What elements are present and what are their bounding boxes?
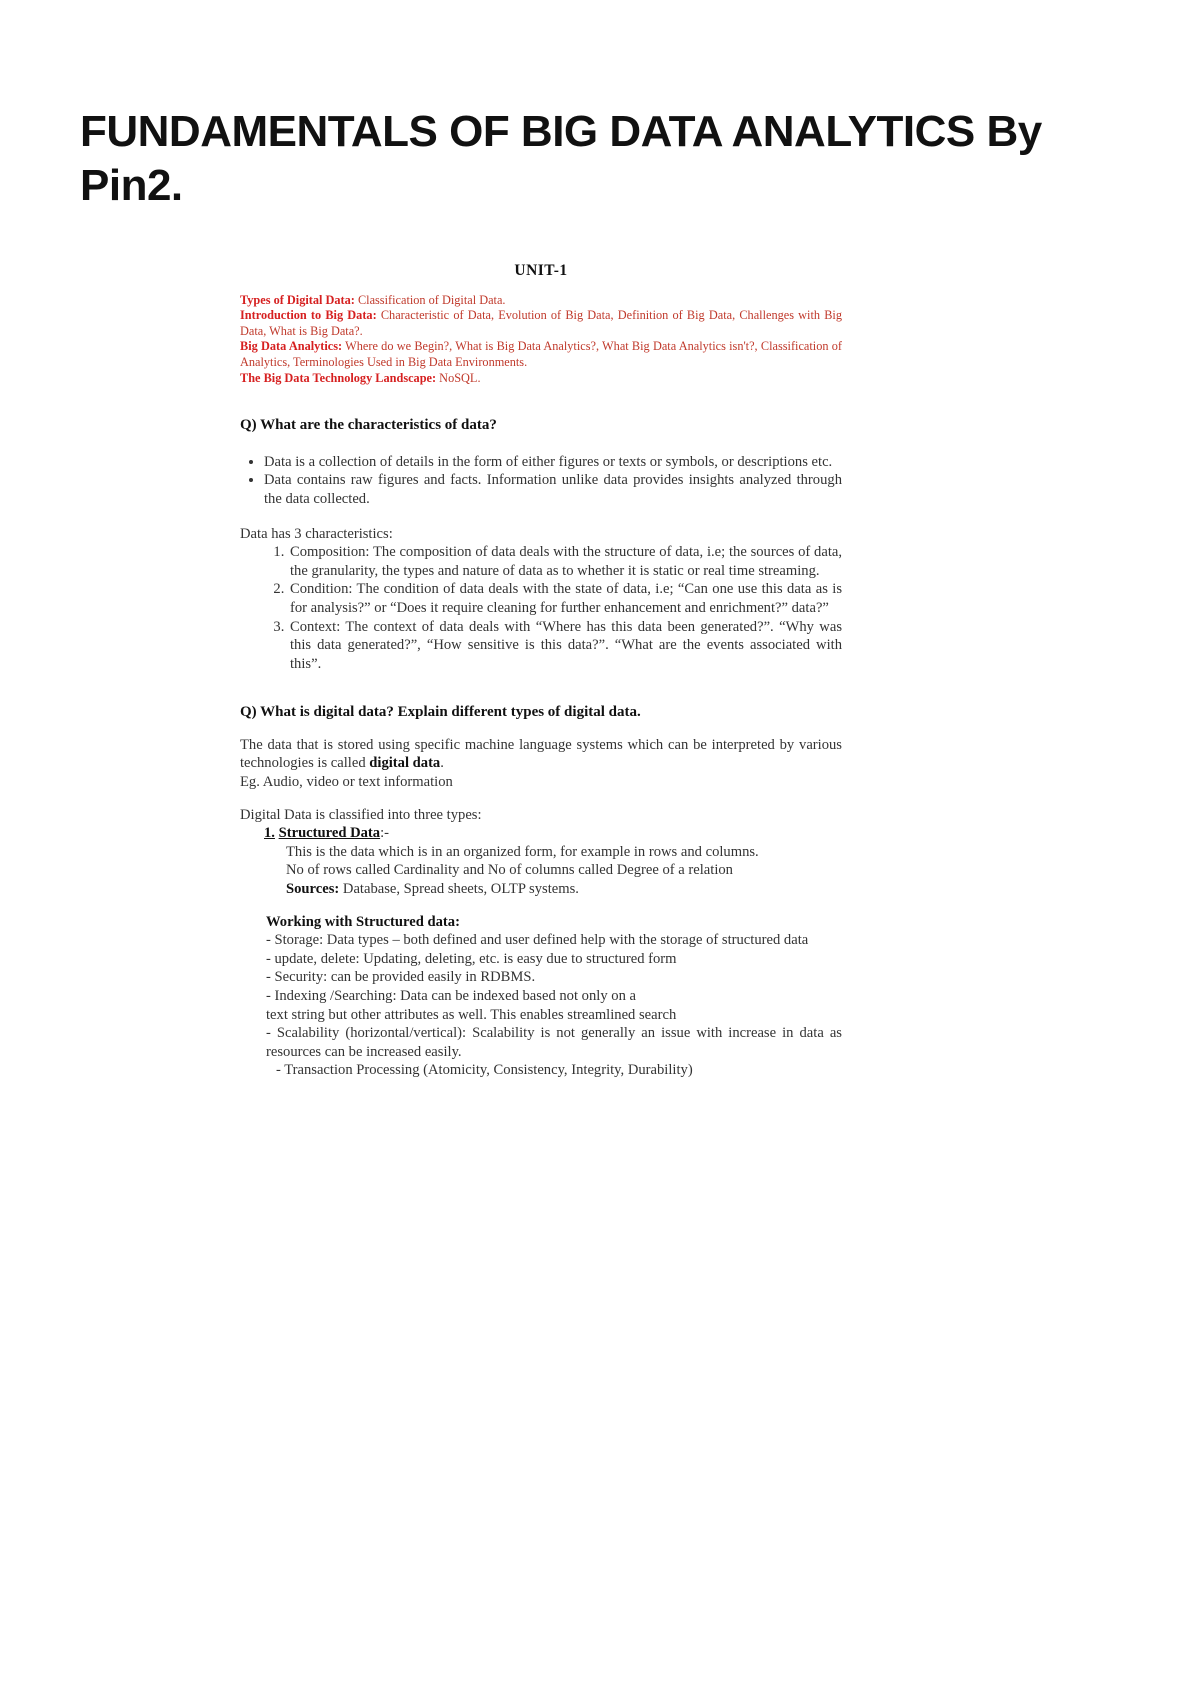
- syllabus-item: [240, 293, 842, 309]
- structured-name: Structured Data: [278, 825, 381, 842]
- structured-sources: [286, 880, 806, 899]
- unit-heading: UNIT-1: [514, 262, 568, 279]
- working-item: text string but other attributes as well. This enables streamlined search: [266, 1006, 677, 1023]
- syllabus-item: [240, 339, 842, 370]
- definition-term: digital data: [369, 755, 441, 772]
- syllabus-text: NoSQL.: [436, 370, 481, 385]
- working-item: - Indexing /Searching: Data can be indexed based not only on a: [266, 988, 636, 1004]
- syllabus-text: Classification of Digital Data.: [354, 292, 506, 307]
- structured-data-body: [286, 843, 806, 899]
- syllabus-text: Characteristic of Data, Evolution of Big Data, Definition of Big Data, Challenges with Big Data, What is Big Data?.: [240, 308, 842, 338]
- bullet-list: [240, 453, 842, 509]
- working-heading: Working with Structured data:: [266, 913, 460, 930]
- question-heading: Q) What are the characteristics of data?: [240, 417, 497, 434]
- bullet-item: • Data contains raw figures and facts. Information unlike data provides insights analyzed through the data collected.: [264, 471, 842, 508]
- syllabus-label: Types of Digital Data:: [240, 292, 355, 307]
- syllabus-item: [240, 308, 842, 339]
- structured-suffix: :-: [380, 825, 390, 842]
- syllabus-label: The Big Data Technology Landscape:: [240, 370, 437, 385]
- syllabus-block: [240, 293, 842, 387]
- working-item: - Storage: Data types – both defined and user defined help with the storage of structured data: [266, 932, 809, 949]
- classification-intro: Digital Data is classified into three types:: [240, 806, 482, 823]
- syllabus-text: Where do we Begin?, What is Big Data Analytics?, What Big Data Analytics isn't?, Classification of Analytics, Terminologies Used in Big Data Environments.: [240, 339, 842, 369]
- working-item: - Transaction Processing (Atomicity, Consistency, Integrity, Durability): [276, 1062, 693, 1079]
- definition-paragraph: [240, 736, 842, 773]
- working-item: - update, delete: Updating, deleting, etc. is easy due to structured form: [266, 950, 677, 967]
- definition-end: .: [440, 755, 444, 772]
- question-heading: Q) What is digital data? Explain different types of digital data.: [240, 704, 641, 721]
- characteristics-intro: Data has 3 characteristics:: [240, 525, 393, 542]
- definition-text: The data that is stored using specific machine language systems which can be interpreted by various technologies is called: [240, 736, 842, 772]
- document-page: [240, 262, 842, 1080]
- sources-text: Database, Spread sheets, OLTP systems.: [339, 881, 579, 898]
- characteristic-item: 1. Composition: The composition of data deals with the structure of data, i.e; the sources of data, the granularity, the types and nature of data as to whether it is static or real time streaming.: [288, 543, 842, 580]
- working-item: - Scalability (horizontal/vertical): Scalability is not generally an issue with increase in data as resources can be increased easily.: [266, 1025, 842, 1060]
- syllabus-label: Big Data Analytics:: [240, 339, 343, 354]
- bullet-item: • Data is a collection of details in the form of either figures or texts or symbols, or descriptions etc.: [264, 453, 842, 472]
- characteristic-item: 2. Condition: The condition of data deals with the state of data, i.e; “Can one use this data as is for analysis?” or “Does it require cleaning for further enhancement and enrichment?” data?”: [288, 580, 842, 617]
- characteristic-item: 3. Context: The context of data deals with “Where has this data been generated?”. “Why was this data generated?”, “How sensitive is this data?”. “What are the events associated with this”.: [288, 618, 842, 674]
- structured-number: 1.: [264, 825, 275, 842]
- syllabus-item: [240, 371, 842, 387]
- example-line: Eg. Audio, video or text information: [240, 774, 453, 791]
- sources-label: Sources:: [286, 881, 340, 898]
- structured-description: This is the data which is in an organized form, for example in rows and columns.: [286, 843, 759, 860]
- structured-data-heading: [264, 824, 842, 843]
- working-item: - Security: can be provided easily in RDBMS.: [266, 969, 536, 986]
- document-title: FUNDAMENTALS OF BIG DATA ANALYTICS By Pin2.: [80, 107, 1042, 210]
- syllabus-label: Introduction to Big Data:: [240, 308, 377, 323]
- characteristics-list: [240, 543, 842, 673]
- structured-cardinality: No of rows called Cardinality and No of columns called Degree of a relation: [286, 862, 733, 879]
